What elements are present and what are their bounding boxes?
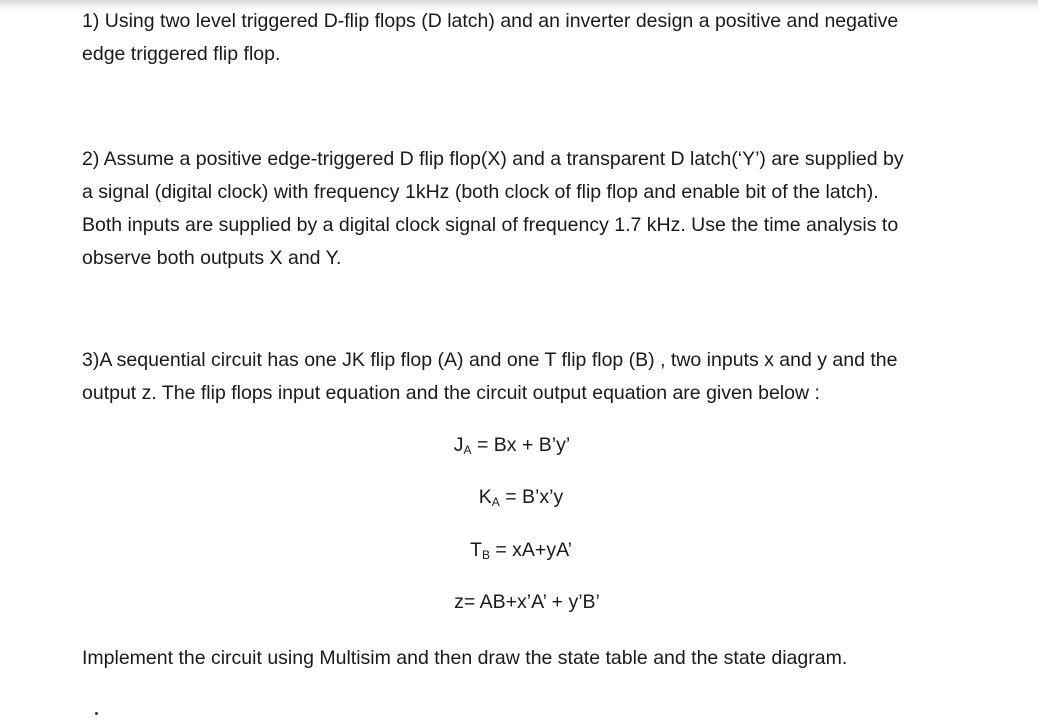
question-1-line: edge triggered flip flop. (82, 43, 281, 65)
equation-ja: $J_A = Bx$ + B’y’ (453, 434, 571, 457)
implementation-instruction (82, 642, 1002, 675)
question-2-line: Both inputs are supplied by a digital clock signal of frequency 1.7 kHz. Use the time analysis to (82, 214, 899, 236)
question-3-line: 3)A sequential circuit has one JK flip flop (A) and one T flip flop (B) , two inputs x and y and the (82, 349, 898, 371)
instruction-line: Implement the circuit using Multisim and then draw the state table and the state diagram. (82, 647, 848, 669)
stray-dot (95, 712, 98, 715)
question-3 (82, 344, 1002, 410)
question-2-line: a signal (digital clock) with frequency 1kHz (both clock of flip flop and enable bit of the latch). (82, 181, 879, 203)
equation-ka: $K_A$ = B’x’y (478, 486, 564, 509)
question-3-line: output z. The flip flops input equation and the circuit output equation are given below : (82, 382, 820, 404)
question-1-line: 1) Using two level triggered D-flip flops (D latch) and an inverter design a positive and negative (82, 10, 899, 32)
question-2-line: 2) Assume a positive edge-triggered D flip flop(X) and a transparent D latch(‘Y’) are supplied by (82, 148, 904, 170)
equation-z: z= AB+x’A’ + y’B’ (454, 591, 600, 613)
question-2 (82, 143, 1002, 275)
question-1 (82, 5, 1002, 71)
equation-tb: $T_B = xA+yA$’ (470, 539, 572, 562)
question-2-line: observe both outputs X and Y. (82, 247, 342, 269)
